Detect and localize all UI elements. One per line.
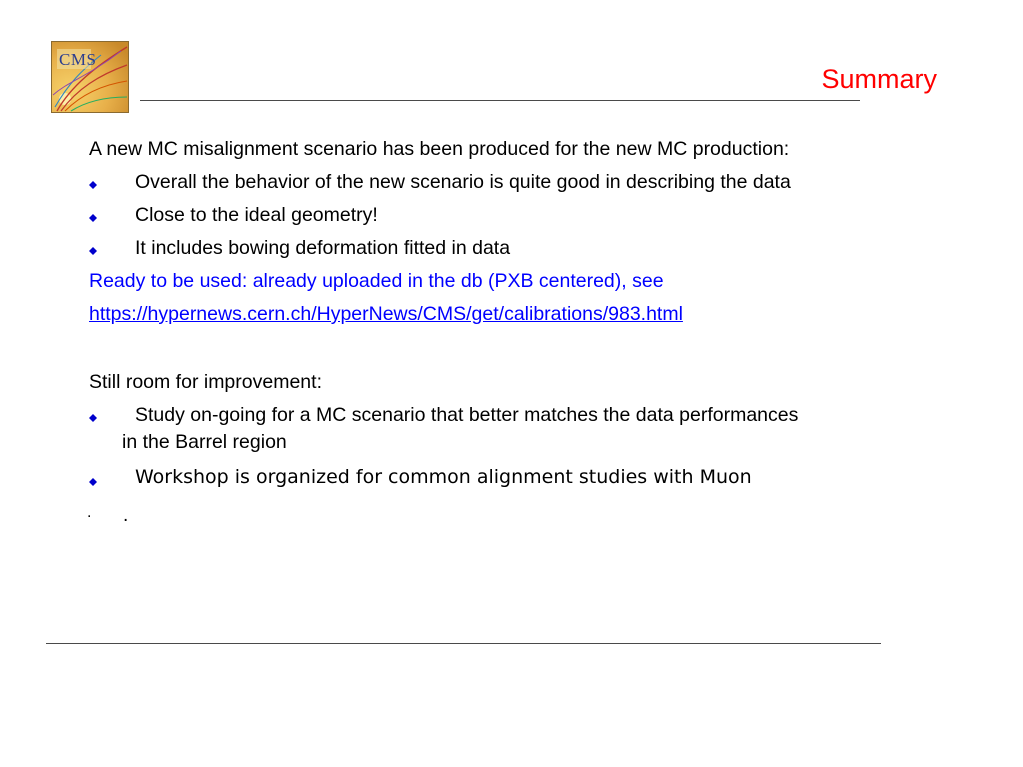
diamond-bullet-icon xyxy=(89,247,97,255)
bullet-item: Close to the ideal geometry! xyxy=(135,204,378,226)
bullet-item-continuation: in the Barrel region xyxy=(122,431,287,453)
title-divider xyxy=(140,100,860,101)
bullet-item: Overall the behavior of the new scenario is quite good in describing the data xyxy=(135,171,791,193)
trailing-dot: . xyxy=(87,504,92,521)
bullet-item: It includes bowing deformation fitted in data xyxy=(135,237,511,259)
bullet-item: Study on-going for a MC scenario that better matches the data performances xyxy=(135,404,799,426)
diamond-bullet-icon xyxy=(89,214,97,222)
intro-text: A new MC misalignment scenario has been produced for the new MC production: xyxy=(89,138,790,160)
calibrations-link[interactable]: https://hypernews.cern.ch/HyperNews/CMS/get/calibrations/983.html xyxy=(89,303,683,325)
trailing-dot: . xyxy=(123,505,129,526)
cms-logo xyxy=(51,41,129,113)
diamond-bullet-icon xyxy=(89,414,97,422)
ready-text: Ready to be used: already uploaded in the db (PXB centered), see xyxy=(89,270,664,292)
diamond-bullet-icon xyxy=(89,181,97,189)
diamond-bullet-icon xyxy=(89,478,97,486)
slide-title: Summary xyxy=(821,64,937,94)
improvement-heading: Still room for improvement: xyxy=(89,371,322,393)
footer-divider xyxy=(46,643,881,644)
logo-text: CMS xyxy=(59,50,97,69)
bullet-item: Workshop is organized for common alignment studies with Muon xyxy=(135,466,752,488)
